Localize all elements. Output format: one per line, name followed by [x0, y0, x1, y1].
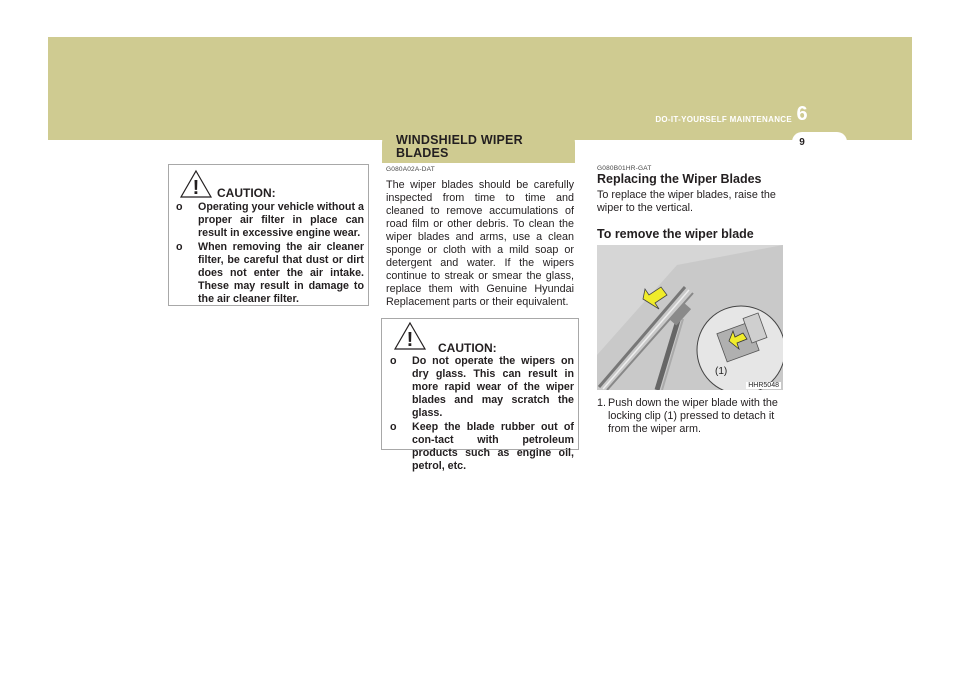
page-number: 9 [799, 137, 805, 148]
section-code: G080B01HR-GAT [597, 165, 652, 172]
caution-box-air-filter [168, 164, 369, 306]
header-band [48, 37, 912, 140]
instruction-step [597, 397, 787, 436]
section-code: G080A02A-DAT [386, 166, 435, 173]
caution-item: o Operating your vehicle without a proper air filter in place can result in excessive engine wear. [176, 201, 364, 240]
caution-item: o Keep the blade rubber out of con-tact with petroleum products such as engine oil, petrol, etc. [390, 421, 574, 473]
figure-code: HHR5048 [748, 382, 779, 389]
svg-text:!: ! [192, 177, 200, 199]
caution-list [176, 201, 364, 307]
section-label: DO-IT-YOURSELF MAINTENANCE [655, 115, 792, 124]
caution-item: o Do not operate the wipers on dry glass. This can result in more rapid wear of the wiper blades and may scratch the glass. [390, 355, 574, 420]
replacing-intro: To replace the wiper blades, raise the wiper to the vertical. [597, 189, 776, 214]
wiper-body-text: The wiper blades should be carefully inspected from time to time and cleaned to remove accumulations of road film or other debris. To clean the wiper blades and arms, use a clean sponge or cloth with a mild soap or detergent and water. If the wipers continue to streak or smear the glass, replace them with Genuine Hyundai Replacement parts or their equivalent. [386, 179, 574, 308]
chapter-number: 6 [796, 103, 808, 125]
step-text: Push down the wiper blade with the locking clip (1) pressed to detach it from the wiper arm. [608, 397, 778, 435]
figure-callout-label: (1) [715, 366, 728, 377]
warning-icon [393, 321, 427, 351]
caution-box-wipers [381, 318, 579, 472]
svg-text:!: ! [406, 329, 414, 351]
caution-list [390, 355, 574, 474]
wiper-blade-figure [597, 245, 783, 390]
wiper-illustration [597, 245, 783, 390]
warning-icon [179, 169, 213, 199]
caution-title: CAUTION: [217, 186, 276, 200]
section-title: WINDSHIELD WIPER BLADES [396, 133, 523, 160]
caution-title: CAUTION: [438, 341, 497, 355]
replacing-heading: Replacing the Wiper Blades [597, 172, 762, 186]
step-number: 1. [597, 397, 607, 409]
remove-blade-heading: To remove the wiper blade [597, 227, 754, 241]
caution-item: o When removing the air cleaner filter, be careful that dust or dirt does not enter the air intake. These may result in damage to the air cleaner filter. [176, 241, 364, 306]
